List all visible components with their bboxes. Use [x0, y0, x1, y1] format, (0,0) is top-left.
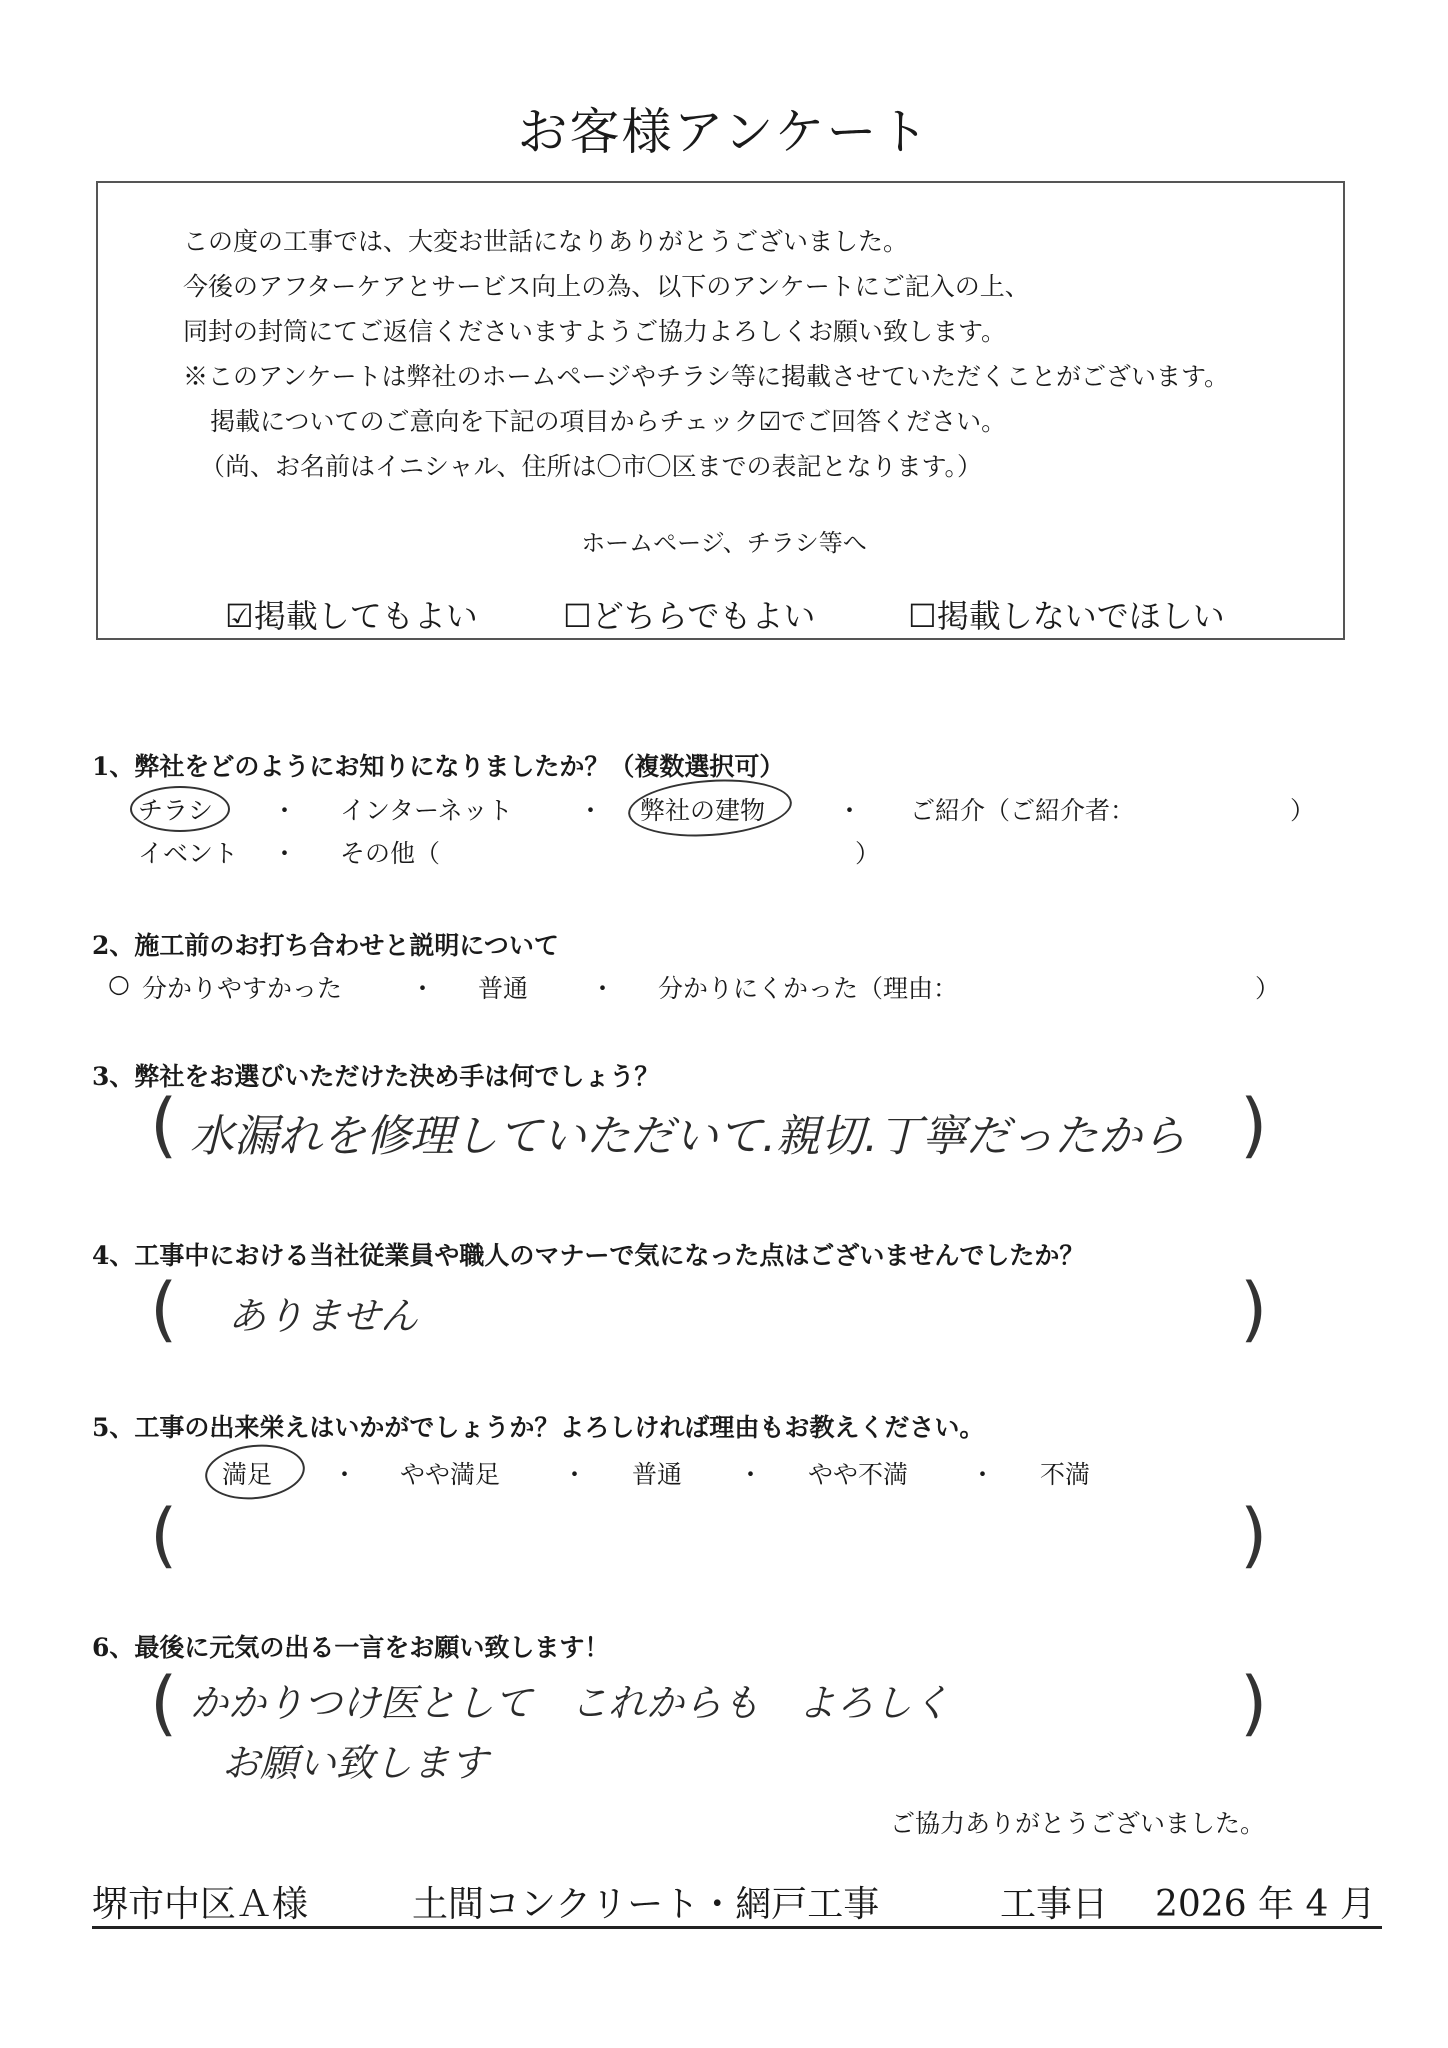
- close-paren: ）: [1255, 974, 1281, 1003]
- separator-dot: ・: [738, 1460, 764, 1489]
- intro-line-2: 今後のアフターケアとサービス向上の為、以下のアンケートにご記入の上、: [183, 272, 1030, 301]
- checked-box-icon[interactable]: ☑: [225, 597, 254, 635]
- choice-somewhat-satisfied[interactable]: やや満足: [400, 1460, 501, 1489]
- right-bracket: ): [1240, 1662, 1268, 1744]
- question-5: 5、工事の出来栄えはいかがでしょうか？よろしければ理由もお教えください。: [92, 1413, 985, 1442]
- question-6: 6、最後に元気の出る一言をお願い致します！: [92, 1633, 610, 1662]
- separator-dot: ・: [970, 1460, 996, 1489]
- option-either[interactable]: [563, 591, 815, 637]
- separator-dot: ・: [578, 796, 604, 825]
- question-4: 4、工事中における当社従業員や職人のマナーで気になった点はございませんでしたか？: [92, 1241, 1085, 1270]
- intro-line-5: 掲載についてのご意向を下記の項目からチェック☑でご回答ください。: [210, 407, 1007, 436]
- option-label: 掲載してもよい: [253, 597, 478, 635]
- choice-clear[interactable]: 分かりやすかった: [142, 974, 343, 1003]
- answer-circle: [202, 1440, 307, 1504]
- option-label: どちらでもよい: [591, 597, 816, 635]
- option-label: 掲載しないでほしい: [936, 597, 1225, 635]
- answer-6-handwritten-line-1: かかりつけ医として これからも よろしく: [190, 1681, 951, 1725]
- footer-underline: [92, 1926, 1382, 1929]
- choice-internet[interactable]: インターネット: [340, 796, 513, 825]
- footer-date-value: 2026 年 4 月: [1155, 1884, 1376, 1925]
- separator-dot: ・: [332, 1460, 358, 1489]
- homepage-label: ホームページ、チラシ等へ: [581, 529, 867, 557]
- close-paren: ）: [855, 839, 881, 868]
- survey-title: お客様アンケート: [517, 103, 931, 161]
- option-publish-ok[interactable]: [225, 591, 478, 637]
- checkbox-icon[interactable]: ☐: [908, 597, 937, 635]
- choice-event[interactable]: イベント: [138, 839, 239, 868]
- footer-date-label: 工事日: [1000, 1884, 1109, 1925]
- separator-dot: ・: [837, 796, 863, 825]
- selected-mark: ○: [108, 969, 130, 998]
- separator-dot: ・: [410, 974, 436, 1003]
- choice-unclear[interactable]: 分かりにくかった（理由：: [658, 974, 959, 1003]
- thanks-text: ご協力ありがとうございました。: [890, 1809, 1266, 1838]
- answer-4-handwritten: ありません: [228, 1294, 419, 1338]
- separator-dot: ・: [562, 1460, 588, 1489]
- footer-work: 土間コンクリート・網戸工事: [412, 1884, 880, 1925]
- right-bracket: ): [1240, 1268, 1268, 1350]
- separator-dot: ・: [272, 839, 298, 868]
- right-bracket: ): [1240, 1084, 1268, 1166]
- answer-3-handwritten: 水漏れを修理していただいて.親切.丁寧だったから: [190, 1111, 1186, 1162]
- checkbox-icon[interactable]: ☐: [563, 597, 592, 635]
- choice-satisfied[interactable]: 満足: [222, 1460, 273, 1489]
- right-bracket: ): [1240, 1494, 1268, 1576]
- choice-building[interactable]: 弊社の建物: [640, 796, 766, 825]
- choice-flyer[interactable]: チラシ: [138, 796, 214, 825]
- choice-normal[interactable]: 普通: [632, 1460, 683, 1489]
- left-bracket: (: [150, 1662, 178, 1744]
- choice-normal[interactable]: 普通: [478, 974, 529, 1003]
- intro-line-4: ※このアンケートは弊社のホームページやチラシ等に掲載させていただくことがございます。: [183, 362, 1230, 391]
- intro-line-6: （尚、お名前はイニシャル、住所は〇市〇区までの表記となります。）: [200, 452, 983, 481]
- footer-customer: 堺市中区Ａ様: [92, 1884, 309, 1925]
- intro-line-1: この度の工事では、大変お世話になりありがとうございました。: [183, 227, 909, 256]
- choice-other[interactable]: その他（: [340, 839, 441, 868]
- option-publish-no[interactable]: [908, 591, 1225, 637]
- question-1: 1、弊社をどのようにお知りになりましたか？（複数選択可）: [92, 752, 785, 781]
- choice-referral[interactable]: ご紹介（ご紹介者：: [910, 796, 1136, 825]
- left-bracket: (: [150, 1268, 178, 1350]
- left-bracket: (: [150, 1494, 178, 1576]
- answer-6-handwritten-line-2: お願い致します: [222, 1741, 489, 1785]
- close-paren: ）: [1290, 796, 1316, 825]
- choice-somewhat-dissatisfied[interactable]: やや不満: [808, 1460, 909, 1489]
- choice-dissatisfied[interactable]: 不満: [1040, 1460, 1091, 1489]
- answer-circle: [626, 774, 794, 841]
- left-bracket: (: [150, 1084, 178, 1166]
- answer-circle: [130, 786, 230, 832]
- question-2: 2、施工前のお打ち合わせと説明について: [92, 931, 559, 960]
- separator-dot: ・: [272, 796, 298, 825]
- question-3: 3、弊社をお選びいただけた決め手は何でしょう？: [92, 1062, 660, 1091]
- intro-line-3: 同封の封筒にてご返信くださいますようご協力よろしくお願い致します。: [183, 317, 1007, 346]
- separator-dot: ・: [590, 974, 616, 1003]
